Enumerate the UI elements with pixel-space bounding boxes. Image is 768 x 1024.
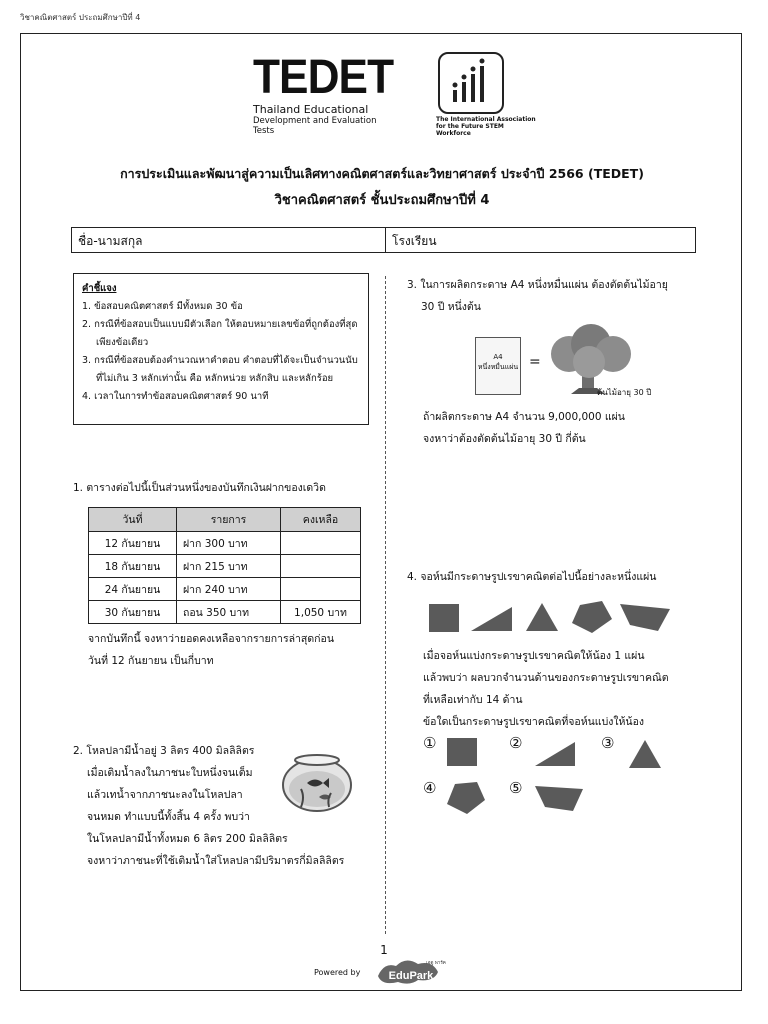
instruction-item: 4. เวลาในการทำข้อสอบคณิตศาสตร์ 90 นาที [82,391,269,402]
question-4-body [423,645,669,733]
question-text: จนหมด ทำแบบนี้ทั้งสิ้น 4 ครั้ง พบว่า [87,811,250,823]
option-5-quadrilateral-shape [533,783,585,813]
square-shape [429,604,459,632]
table-cell [281,578,361,601]
triangle-shape [526,603,558,631]
table-cell: 30 กันยายน [89,601,177,624]
question-3-body [423,406,625,450]
stem-logo-icon [438,52,504,114]
student-info-box [71,227,696,253]
question-3-stem [407,274,668,318]
stem-association-logo [436,52,536,137]
question-text: 2. โหลปลามีน้ำอยู่ 3 ลิตร 400 มิลลิลิตร [73,745,255,757]
paper-count-label: หนึ่งหมื่นแผ่น [477,363,519,371]
table-cell: ถอน 350 บาท [177,601,281,624]
instruction-item: 3. กรณีที่ข้อสอบต้องคำนวณหาคำตอบ คำตอบที่ได้จะเป็นจำนวนนับ [82,355,358,366]
table-cell: 18 กันยายน [89,555,177,578]
question-text: 30 ปี หนึ่งต้น [421,301,481,313]
question-4-stem: 4. จอห์นมีกระดาษรูปเรขาคณิตต่อไปนี้อย่างละหนึ่งแผ่น [407,571,657,583]
powered-by-label: Powered by [314,968,361,977]
table-cell: ฝาก 215 บาท [177,555,281,578]
question-text: ถ้าผลิตกระดาษ A4 จำนวน 9,000,000 แผ่น [423,411,625,423]
question-text: ในโหลปลามีน้ำทั้งหมด 6 ลิตร 200 มิลลิลิตร [87,833,288,845]
table-row [89,578,361,601]
exam-title: การประเมินและพัฒนาสู่ความเป็นเลิศทางคณิตศาสตร์และวิทยาศาสตร์ ประจำปี 2566 (TEDET) [120,166,644,181]
question-1-stem: 1. ตารางต่อไปนี้เป็นส่วนหนึ่งของบันทึกเงินฝากของเดวิด [73,482,326,494]
page-number: 1 [380,943,388,957]
tedet-logo-text: TEDET [253,51,394,104]
stem-logo-line1: The International Association [436,116,536,123]
question-text: จงหาว่าภาชนะที่ใช้เติมน้ำใส่โหลปลามีปริมาตรกี่มิลลิลิตร [87,855,345,867]
table-cell [281,555,361,578]
column-header: รายการ [177,508,281,532]
table-cell: ฝาก 240 บาท [177,578,281,601]
table-cell: ฝาก 300 บาท [177,532,281,555]
shape-set [426,599,698,639]
pentagon-shape [572,601,612,633]
question-text: เมื่อจอห์นแบ่งกระดาษรูปเรขาคณิตให้น้อง 1 แผ่น [423,650,645,662]
question-text: เมื่อเติมน้ำลงในภาชนะใบหนึ่งจนเต็ม [87,767,253,779]
option-2-right-triangle-shape [533,740,577,768]
deposit-table [88,507,361,624]
option-1-square-shape [447,738,479,768]
instructions-box [73,273,369,425]
edupark-thai-text: เอดู พาร์ค [426,961,446,966]
table-cell: 12 กันยายน [89,532,177,555]
table-cell: 24 กันยายน [89,578,177,601]
table-row [89,601,361,624]
header-note: วิชาคณิตศาสตร์ ประถมศึกษาปีที่ 4 [20,13,141,22]
question-text: ข้อใดเป็นกระดาษรูปเรขาคณิตที่จอห์นแบ่งให้น้อง [423,716,645,728]
table-header-row [89,508,361,532]
tedet-logo-line1: Thailand Educational [253,103,369,116]
edupark-logo [374,956,448,986]
question-text: ที่เหลือเท่ากับ 14 ด้าน [423,694,523,706]
right-triangle-shape [471,607,512,631]
option-2-marker[interactable]: ② [509,734,523,752]
question-text: วันที่ 12 กันยายน เป็นกี่บาท [88,655,214,667]
option-3-triangle-shape [627,738,663,770]
option-4-pentagon-shape [445,780,487,816]
instruction-item: 2. กรณีที่ข้อสอบเป็นแบบมีตัวเลือก ให้ตอบหมายเลขข้อที่ถูกต้องที่สุด [82,319,358,330]
column-header: วันที่ [89,508,177,532]
table-row [89,555,361,578]
option-4-marker[interactable]: ④ [423,779,437,797]
fish-bowl-image [279,749,355,813]
question-text: 3. ในการผลิตกระดาษ A4 หนึ่งหมื่นแผ่น ต้องตัดต้นไม้อายุ [407,279,668,291]
column-divider [385,276,386,934]
option-3-marker[interactable]: ③ [601,734,615,752]
option-1-marker[interactable]: ① [423,734,437,752]
instructions-title: คำชี้แจง [82,283,117,294]
a4-paper-stack-image [475,337,521,395]
question-text: แล้วเทน้ำจากภาชนะลงในโหลปลา [87,789,243,801]
column-header: คงเหลือ [281,508,361,532]
edupark-logo-text: EduPark [388,970,434,982]
question-text: แล้วพบว่า ผลบวกจำนวนด้านของกระดาษรูปเรขาคณิต [423,672,669,684]
exam-page [20,33,742,991]
stem-logo-line2: for the Future STEM Workforce [436,123,504,137]
school-field[interactable]: โรงเรียน [392,234,437,248]
question-1-body [88,628,334,672]
table-cell: 1,050 บาท [281,601,361,624]
option-5-marker[interactable]: ⑤ [509,779,523,797]
quadrilateral-shape [620,604,670,631]
table-cell [281,532,361,555]
equals-sign: = [529,354,541,370]
exam-subtitle: วิชาคณิตศาสตร์ ชั้นประถมศึกษาปีที่ 4 [274,193,490,208]
tedet-logo-line2: Development and Evaluation Tests [253,116,377,136]
tedet-logo [253,51,394,136]
table-row [89,532,361,555]
name-field[interactable]: ชื่อ-นามสกุล [72,228,386,252]
instruction-item: 1. ข้อสอบคณิตศาสตร์ มีทั้งหมด 30 ข้อ [82,301,243,312]
tree-age-label: ต้นไม้อายุ 30 ปี [597,388,652,397]
paper-a4-label: A4 [493,353,503,361]
question-text: จงหาว่าต้องตัดต้นไม้อายุ 30 ปี กี่ต้น [423,433,586,445]
instruction-item: เพียงข้อเดียว [96,337,149,348]
instruction-item: ที่ไม่เกิน 3 หลักเท่านั้น คือ หลักหน่วย หลักสิบ และหลักร้อย [96,373,334,384]
question-text: จากบันทึกนี้ จงหาว่ายอดคงเหลือจากรายการล่าสุดก่อน [88,633,334,645]
